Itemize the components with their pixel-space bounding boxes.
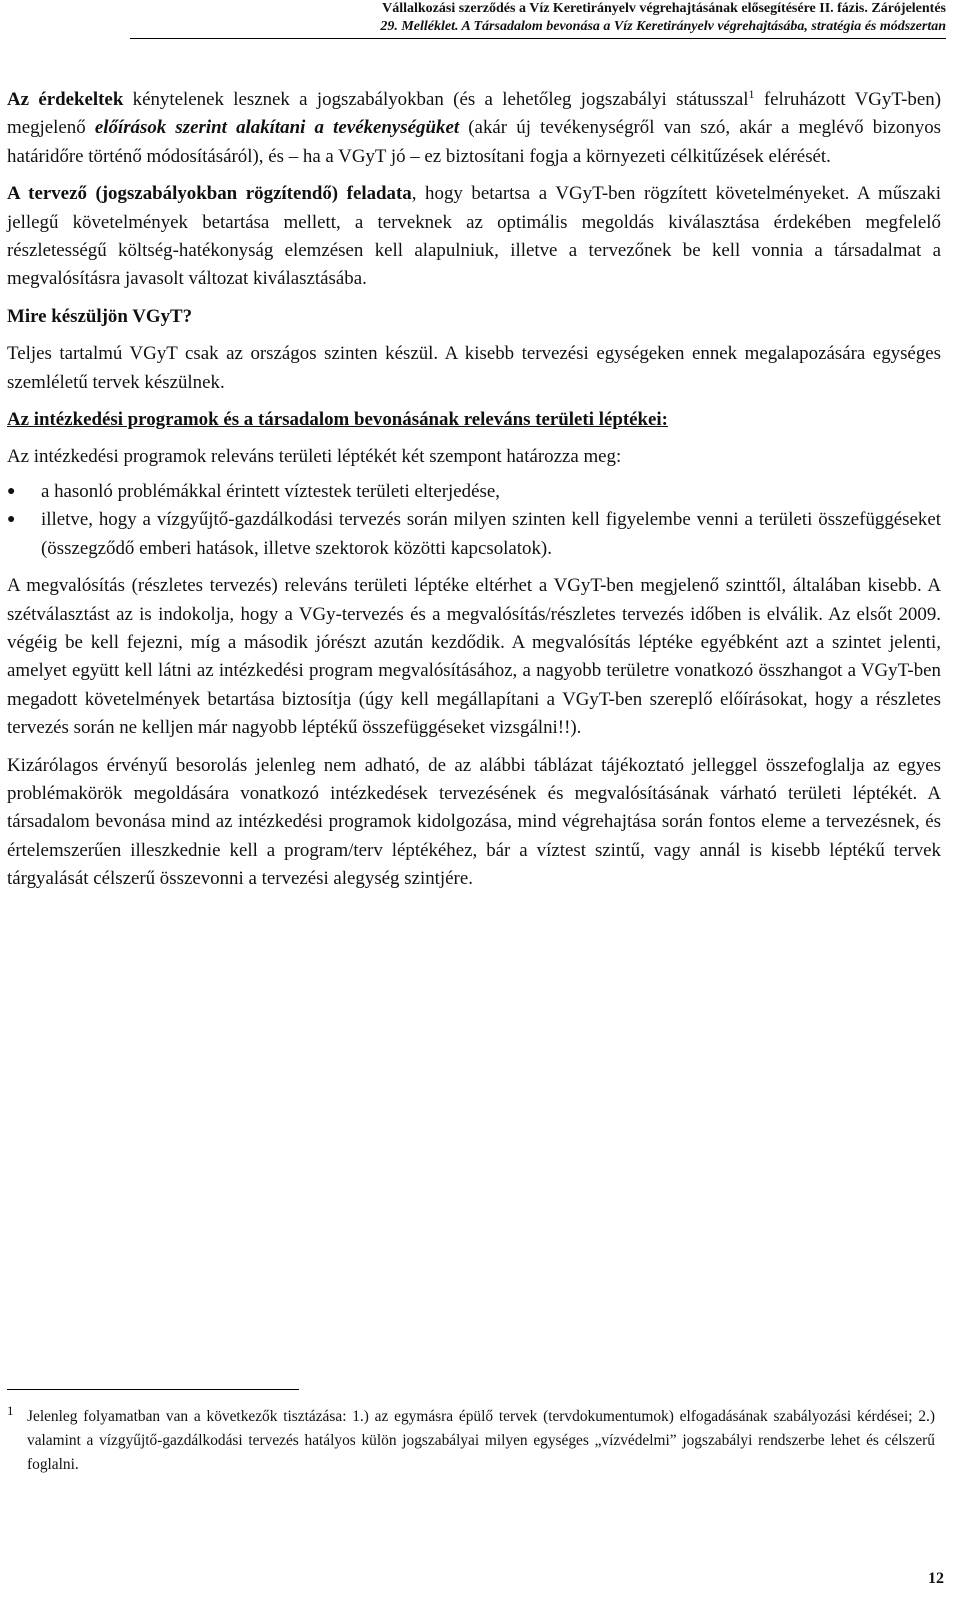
bullet-list xyxy=(7,478,941,563)
section-heading: Mire készüljön VGyT? xyxy=(7,305,193,327)
list-item xyxy=(7,478,941,506)
text-run: (akár új tevékenységről van szó, akár a meglévő bizonyos határidőre történő módosításáról), és – ha a VGyT jó – ez biztosítani fogja a környezeti célkitűzések elérését. xyxy=(7,117,941,167)
paragraph-stakeholders xyxy=(7,86,941,171)
footnote-divider xyxy=(7,1389,299,1390)
bullet-icon: ● xyxy=(7,512,16,528)
bold-phrase: Az érdekeltek xyxy=(7,89,124,110)
paragraph-classification: Kizárólagos érvényű besorolás jelenleg nem adható, de az alábbi táblázat tájékoztató jelleggel összefoglalja az egyes problémakörök megoldására vonatkozó intézkedések tervezésének és megvalósításának várható területi léptékét. A társadalom bevonása mind az intézkedési programok kidolgozása, mind végrehajtása során fontos eleme a tervezésnek, és értelemszerűen illeszkednie kell a program/terv léptékéhez, bár a víztest szintű, vagy annál is kisebb léptékű tervek tárgyalását célszerű összevonni a tervezési alegység szintjére. xyxy=(7,754,941,890)
footnote-number: 1 xyxy=(7,1403,14,1418)
page-number: 12 xyxy=(928,1570,944,1587)
bold-italic-phrase: előírások szerint alakítani a tevékenységüket xyxy=(94,117,460,139)
section-heading-underlined: Az intézkedési programok és a társadalom bevonásának releváns területi léptékei: xyxy=(7,409,668,431)
paragraph-planner xyxy=(7,180,941,294)
footnote-reference[interactable]: 1 xyxy=(748,87,755,101)
bullet-icon: ● xyxy=(7,483,16,499)
paragraph-criteria-intro: Az intézkedési programok releváns területi léptékét két szempont határozza meg: xyxy=(7,446,622,468)
header-line-2: 29. Melléklet. A Társadalom bevonása a Víz Keretirányelv végrehajtásába, stratégia és módszertan xyxy=(380,19,946,34)
paragraph-national-level: Teljes tartalmú VGyT csak az országos szinten készül. A kisebb tervezési egységeken ennek megalapozására egységes szemléletű tervek készülnek. xyxy=(7,343,941,393)
list-item-text: a hasonló problémákkal érintett víztestek területi elterjedése, xyxy=(41,480,500,502)
list-item-text: illetve, hogy a vízgyűjtő-gazdálkodási tervezés során milyen szinten kell figyelembe venni a területi összefüggéseket (összegződő emberi hatások, illetve szektorok közötti kapcsolatok). xyxy=(41,509,941,559)
text-run: kénytelenek lesznek a jogszabályokban (és a lehetőleg jogszabályi státusszal xyxy=(123,89,749,110)
text-run: , hogy betartsa a VGyT-ben rögzített követelményeket. A műszaki jellegű követelmények betartása mellett, a terveknek az optimális megoldás kiválasztása érdekében megfelelő részletességű költség-hatékonyság elemzésen kell alapulniuk, illetve a tervezőnek be kell vonnia a társadalmat a megvalósításra javasolt változat kiválasztásába. xyxy=(7,183,941,290)
footnote xyxy=(7,1405,935,1477)
paragraph-implementation-scale: A megvalósítás (részletes tervezés) releváns területi léptéke eltérhet a VGyT-ben megjelenő szinttől, általában kisebb. A szétválasztást az is indokolja, hogy a VGy-tervezés és a megvalósítás/részletes tervezés időben is elválik. Az elsőt 2009. végéig be kell fejezni, míg a második jórészt azután kezdődik. A megvalósítás léptéke egyébként azt a szintet jelenti, amelyet együtt kell látni az intézkedési program megvalósításához, a nagyobb területre vonatkozó összhangot a VGyT-ben megadott követelmények betartása biztosítja (úgy kell megállapítani a VGyT-ben szereplő előírásokat, hogy a részletes tervezés során ne kelljen már nagyobb léptékű összefüggéseket vizsgálni!!). xyxy=(7,575,941,739)
footnote-text: Jelenleg folyamatban van a következők tisztázása: 1.) az egymásra épülő tervek (tervdokumentumok) elfogadásának szabályozási kérdései; 2.) valamint a vízgyűjtő-gazdálkodási tervezés hatályos külön jogszabályai milyen egységes „vízvédelmi” jogszabályi rendszerbe lehet és célszerű foglalni. xyxy=(27,1408,935,1473)
header-line-1: Vállalkozási szerződés a Víz Keretirányelv végrehajtásának elősegítésére II. fázis. Zárójelentés xyxy=(382,1,946,16)
text-run: felruházott VGyT-ben) megjelenő xyxy=(7,89,941,139)
bold-phrase: A tervező (jogszabályokban rögzítendő) feladata xyxy=(7,183,412,205)
header-divider xyxy=(130,38,946,39)
main-content xyxy=(7,86,941,903)
list-item xyxy=(7,506,941,563)
running-header xyxy=(126,0,946,36)
